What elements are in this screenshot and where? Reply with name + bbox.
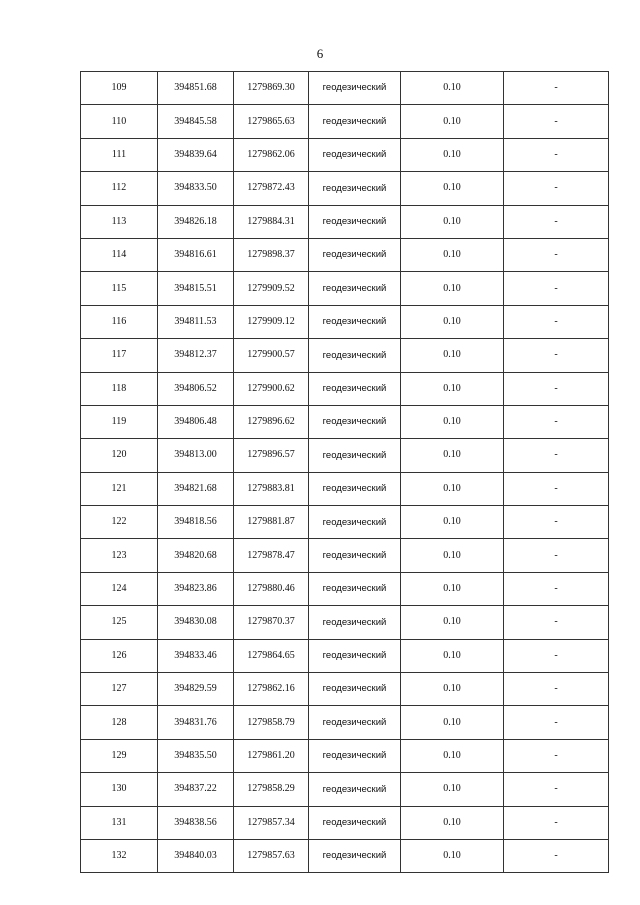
method-cell: геодезический <box>309 472 401 505</box>
point-number-cell: 120 <box>81 439 158 472</box>
note-cell: - <box>504 839 609 872</box>
method-cell: геодезический <box>309 739 401 772</box>
note-cell: - <box>504 439 609 472</box>
method-cell: геодезический <box>309 272 401 305</box>
x-coordinate-cell: 394833.46 <box>158 639 234 672</box>
point-number-cell: 119 <box>81 405 158 438</box>
accuracy-cell: 0.10 <box>401 372 504 405</box>
point-number-cell: 118 <box>81 372 158 405</box>
method-cell: геодезический <box>309 839 401 872</box>
method-cell: геодезический <box>309 72 401 105</box>
point-number-cell: 125 <box>81 606 158 639</box>
y-coordinate-cell: 1279864.65 <box>234 639 309 672</box>
y-coordinate-cell: 1279862.16 <box>234 673 309 706</box>
table-row <box>81 238 609 271</box>
point-number-cell: 129 <box>81 739 158 772</box>
method-cell: геодезический <box>309 439 401 472</box>
accuracy-cell: 0.10 <box>401 572 504 605</box>
accuracy-cell: 0.10 <box>401 238 504 271</box>
accuracy-cell: 0.10 <box>401 105 504 138</box>
x-coordinate-cell: 394815.51 <box>158 272 234 305</box>
page-number: 6 <box>316 46 324 61</box>
y-coordinate-cell: 1279878.47 <box>234 539 309 572</box>
table-row <box>81 739 609 772</box>
method-cell: геодезический <box>309 539 401 572</box>
accuracy-cell: 0.10 <box>401 639 504 672</box>
method-cell: геодезический <box>309 639 401 672</box>
note-cell: - <box>504 673 609 706</box>
note-cell: - <box>504 739 609 772</box>
y-coordinate-cell: 1279880.46 <box>234 572 309 605</box>
x-coordinate-cell: 394806.52 <box>158 372 234 405</box>
y-coordinate-cell: 1279857.63 <box>234 839 309 872</box>
method-cell: геодезический <box>309 372 401 405</box>
table-row <box>81 506 609 539</box>
x-coordinate-cell: 394816.61 <box>158 238 234 271</box>
point-number-cell: 116 <box>81 305 158 338</box>
accuracy-cell: 0.10 <box>401 539 504 572</box>
y-coordinate-cell: 1279870.37 <box>234 606 309 639</box>
accuracy-cell: 0.10 <box>401 339 504 372</box>
table-row <box>81 706 609 739</box>
method-cell: геодезический <box>309 506 401 539</box>
x-coordinate-cell: 394838.56 <box>158 806 234 839</box>
y-coordinate-cell: 1279858.79 <box>234 706 309 739</box>
accuracy-cell: 0.10 <box>401 205 504 238</box>
note-cell: - <box>504 506 609 539</box>
note-cell: - <box>504 238 609 271</box>
x-coordinate-cell: 394829.59 <box>158 673 234 706</box>
y-coordinate-cell: 1279900.57 <box>234 339 309 372</box>
table-row <box>81 105 609 138</box>
method-cell: геодезический <box>309 205 401 238</box>
accuracy-cell: 0.10 <box>401 272 504 305</box>
point-number-cell: 112 <box>81 172 158 205</box>
x-coordinate-cell: 394818.56 <box>158 506 234 539</box>
accuracy-cell: 0.10 <box>401 506 504 539</box>
point-number-cell: 130 <box>81 773 158 806</box>
accuracy-cell: 0.10 <box>401 72 504 105</box>
table-row <box>81 138 609 171</box>
accuracy-cell: 0.10 <box>401 138 504 171</box>
x-coordinate-cell: 394823.86 <box>158 572 234 605</box>
x-coordinate-cell: 394840.03 <box>158 839 234 872</box>
accuracy-cell: 0.10 <box>401 172 504 205</box>
x-coordinate-cell: 394820.68 <box>158 539 234 572</box>
table-row <box>81 472 609 505</box>
table-row <box>81 372 609 405</box>
table-row <box>81 806 609 839</box>
method-cell: геодезический <box>309 673 401 706</box>
method-cell: геодезический <box>309 238 401 271</box>
y-coordinate-cell: 1279896.62 <box>234 405 309 438</box>
point-number-cell: 122 <box>81 506 158 539</box>
note-cell: - <box>504 472 609 505</box>
method-cell: геодезический <box>309 305 401 338</box>
method-cell: геодезический <box>309 606 401 639</box>
note-cell: - <box>504 372 609 405</box>
note-cell: - <box>504 539 609 572</box>
note-cell: - <box>504 572 609 605</box>
note-cell: - <box>504 138 609 171</box>
y-coordinate-cell: 1279872.43 <box>234 172 309 205</box>
table-row <box>81 539 609 572</box>
note-cell: - <box>504 606 609 639</box>
point-number-cell: 121 <box>81 472 158 505</box>
x-coordinate-cell: 394837.22 <box>158 773 234 806</box>
accuracy-cell: 0.10 <box>401 305 504 338</box>
table-body <box>81 72 609 873</box>
point-number-cell: 114 <box>81 238 158 271</box>
table-row <box>81 606 609 639</box>
accuracy-cell: 0.10 <box>401 472 504 505</box>
accuracy-cell: 0.10 <box>401 806 504 839</box>
point-number-cell: 127 <box>81 673 158 706</box>
point-number-cell: 117 <box>81 339 158 372</box>
table-row <box>81 205 609 238</box>
y-coordinate-cell: 1279869.30 <box>234 72 309 105</box>
x-coordinate-cell: 394811.53 <box>158 305 234 338</box>
y-coordinate-cell: 1279862.06 <box>234 138 309 171</box>
table-row <box>81 405 609 438</box>
x-coordinate-cell: 394812.37 <box>158 339 234 372</box>
table-row <box>81 172 609 205</box>
note-cell: - <box>504 405 609 438</box>
x-coordinate-cell: 394845.58 <box>158 105 234 138</box>
note-cell: - <box>504 72 609 105</box>
y-coordinate-cell: 1279909.12 <box>234 305 309 338</box>
y-coordinate-cell: 1279881.87 <box>234 506 309 539</box>
point-number-cell: 126 <box>81 639 158 672</box>
x-coordinate-cell: 394821.68 <box>158 472 234 505</box>
table-row <box>81 773 609 806</box>
y-coordinate-cell: 1279861.20 <box>234 739 309 772</box>
table-row <box>81 839 609 872</box>
table-row <box>81 339 609 372</box>
accuracy-cell: 0.10 <box>401 439 504 472</box>
y-coordinate-cell: 1279900.62 <box>234 372 309 405</box>
table-row <box>81 305 609 338</box>
note-cell: - <box>504 639 609 672</box>
x-coordinate-cell: 394835.50 <box>158 739 234 772</box>
table-row <box>81 72 609 105</box>
point-number-cell: 132 <box>81 839 158 872</box>
accuracy-cell: 0.10 <box>401 606 504 639</box>
y-coordinate-cell: 1279898.37 <box>234 238 309 271</box>
x-coordinate-cell: 394851.68 <box>158 72 234 105</box>
method-cell: геодезический <box>309 773 401 806</box>
point-number-cell: 128 <box>81 706 158 739</box>
table-row <box>81 439 609 472</box>
point-number-cell: 131 <box>81 806 158 839</box>
y-coordinate-cell: 1279884.31 <box>234 205 309 238</box>
x-coordinate-cell: 394806.48 <box>158 405 234 438</box>
table-row <box>81 272 609 305</box>
y-coordinate-cell: 1279858.29 <box>234 773 309 806</box>
x-coordinate-cell: 394831.76 <box>158 706 234 739</box>
point-number-cell: 124 <box>81 572 158 605</box>
accuracy-cell: 0.10 <box>401 839 504 872</box>
method-cell: геодезический <box>309 339 401 372</box>
table-row <box>81 639 609 672</box>
note-cell: - <box>504 806 609 839</box>
accuracy-cell: 0.10 <box>401 739 504 772</box>
point-number-cell: 109 <box>81 72 158 105</box>
note-cell: - <box>504 773 609 806</box>
coordinates-table <box>80 71 609 873</box>
note-cell: - <box>504 172 609 205</box>
note-cell: - <box>504 339 609 372</box>
accuracy-cell: 0.10 <box>401 673 504 706</box>
y-coordinate-cell: 1279857.34 <box>234 806 309 839</box>
y-coordinate-cell: 1279909.52 <box>234 272 309 305</box>
note-cell: - <box>504 105 609 138</box>
accuracy-cell: 0.10 <box>401 706 504 739</box>
method-cell: геодезический <box>309 172 401 205</box>
method-cell: геодезический <box>309 806 401 839</box>
method-cell: геодезический <box>309 105 401 138</box>
accuracy-cell: 0.10 <box>401 773 504 806</box>
point-number-cell: 110 <box>81 105 158 138</box>
y-coordinate-cell: 1279865.63 <box>234 105 309 138</box>
table-row <box>81 572 609 605</box>
y-coordinate-cell: 1279883.81 <box>234 472 309 505</box>
point-number-cell: 115 <box>81 272 158 305</box>
point-number-cell: 113 <box>81 205 158 238</box>
x-coordinate-cell: 394826.18 <box>158 205 234 238</box>
method-cell: геодезический <box>309 138 401 171</box>
method-cell: геодезический <box>309 405 401 438</box>
x-coordinate-cell: 394833.50 <box>158 172 234 205</box>
note-cell: - <box>504 272 609 305</box>
accuracy-cell: 0.10 <box>401 405 504 438</box>
x-coordinate-cell: 394813.00 <box>158 439 234 472</box>
note-cell: - <box>504 305 609 338</box>
note-cell: - <box>504 706 609 739</box>
method-cell: геодезический <box>309 706 401 739</box>
point-number-cell: 111 <box>81 138 158 171</box>
point-number-cell: 123 <box>81 539 158 572</box>
x-coordinate-cell: 394839.64 <box>158 138 234 171</box>
method-cell: геодезический <box>309 572 401 605</box>
x-coordinate-cell: 394830.08 <box>158 606 234 639</box>
table-row <box>81 673 609 706</box>
y-coordinate-cell: 1279896.57 <box>234 439 309 472</box>
note-cell: - <box>504 205 609 238</box>
